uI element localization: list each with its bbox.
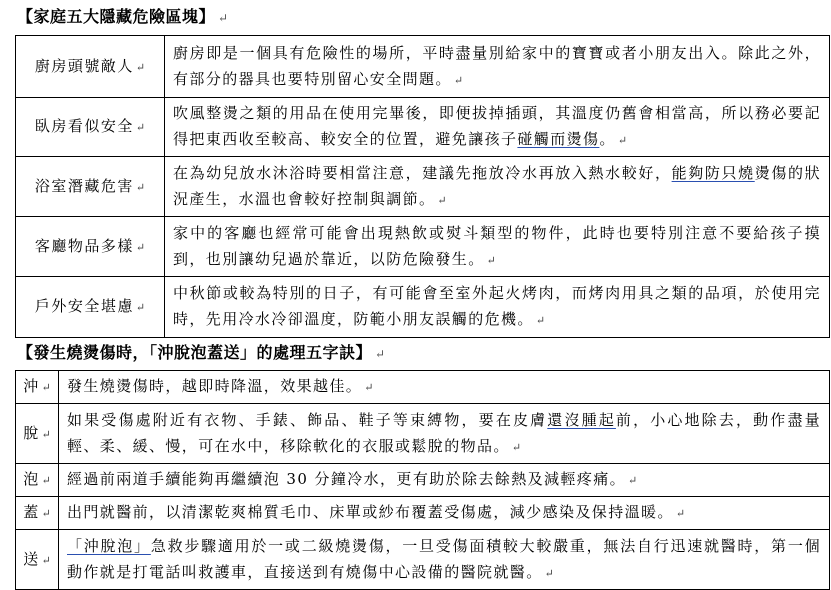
paragraph-mark-icon: ↵: [135, 60, 146, 74]
burn-first-aid-table: [15, 370, 830, 590]
table-row: [16, 530, 830, 590]
paragraph-mark-icon: ↵: [135, 240, 146, 254]
row-label: 廚房頭號敵人 ↵: [16, 36, 165, 98]
paragraph-mark-icon: ↵: [486, 253, 496, 267]
row-label: 戶外安全堪慮 ↵: [16, 277, 165, 338]
section-title-hazard-zones: 【家庭五大隱藏危險區塊】 ↵: [17, 7, 229, 26]
row-description: 如果受傷處附近有衣物、手錶、飾品、鞋子等束縛物，要在皮膚還沒腫起前，小心地除去，動作盡量輕、柔、緩、慢，可在水中，移除軟化的衣服或鬆脫的物品。 ↵: [59, 404, 830, 464]
paragraph-mark-icon: ↵: [617, 134, 628, 147]
paragraph-mark-icon: ↵: [628, 474, 638, 487]
table-row: [16, 98, 830, 157]
paragraph-mark-icon: ↵: [41, 381, 51, 394]
paragraph-mark-icon: ↵: [544, 566, 554, 580]
row-label: 蓋 ↵: [16, 497, 59, 530]
underlined-text: 能夠防只燒: [671, 163, 755, 182]
row-description: 吹風整燙之類的用品在使用完畢後，即便拔掉插頭，其溫度仍舊會相當高，所以務必要記得把東西收至較高、較安全的位置，避免讓孩子碰觸而燙傷。 ↵: [165, 98, 830, 157]
paragraph-mark-icon: ↵: [41, 553, 51, 567]
row-label: 脫 ↵: [16, 404, 59, 464]
row-label: 浴室潛藏危害 ↵: [16, 157, 165, 217]
row-label: 臥房看似安全 ↵: [16, 98, 165, 157]
paragraph-mark-icon: ↵: [135, 180, 146, 194]
section-title-burn-steps: 【發生燒燙傷時，「沖脫泡蓋送」的處理五字訣】 ↵: [17, 343, 386, 362]
paragraph-mark-icon: ↵: [135, 301, 146, 314]
row-label: 泡 ↵: [16, 464, 59, 497]
table-row: [16, 464, 830, 497]
paragraph-mark-icon: ↵: [453, 73, 464, 87]
table-row: [16, 36, 830, 98]
row-description: 中秋節或較為特別的日子，有可能會至室外起火烤肉，而烤肉用具之類的品項，於使用完時，先用冷水冷卻溫度，防範小朋友誤觸的危機。 ↵: [165, 277, 830, 338]
row-description: 「沖脫泡」急救步驟適用於一或二級燒燙傷，一旦受傷面積較大較嚴重，無法自行迅速就醫時，第一個動作就是打電話叫救護車，直接送到有燒傷中心設備的醫院就醫。 ↵: [59, 530, 830, 590]
paragraph-mark-icon: ↵: [41, 474, 51, 487]
row-description: 經過前兩道手續能夠再繼續泡 30 分鐘冷水，更有助於除去餘熱及減輕疼痛。 ↵: [59, 464, 830, 497]
paragraph-mark-icon: ↵: [675, 507, 686, 520]
paragraph-mark-icon: ↵: [41, 507, 51, 520]
row-description: 在為幼兒放水沐浴時要相當注意，建議先拖放冷水再放入熱水較好，能夠防只燒燙傷的狀況產生，水溫也會較好控制與調節。 ↵: [165, 157, 830, 217]
paragraph-mark-icon: ↵: [364, 381, 374, 394]
paragraph-mark-icon: ↵: [218, 11, 229, 25]
underlined-text: 還沒腫起: [547, 410, 616, 429]
row-label: 沖 ↵: [16, 371, 59, 404]
table-row: [16, 371, 830, 404]
row-description: 家中的客廳也經常可能會出現熱飲或熨斗類型的物件，此時也要特別注意不要給孩子摸到，也別讓幼兒過於靠近，以防危險發生。 ↵: [165, 217, 830, 277]
table-row: [16, 277, 830, 338]
table-row: [16, 497, 830, 530]
paragraph-mark-icon: ↵: [135, 121, 146, 134]
row-label: 客廳物品多樣 ↵: [16, 217, 165, 277]
paragraph-mark-icon: ↵: [535, 314, 546, 327]
paragraph-mark-icon: ↵: [511, 440, 522, 454]
row-label: 送 ↵: [16, 530, 59, 590]
hazard-zones-table: [15, 35, 830, 338]
underlined-text: 「沖脫泡」: [67, 536, 151, 555]
table-row: [16, 157, 830, 217]
underlined-text: 碰觸而燙傷: [517, 130, 600, 148]
paragraph-mark-icon: ↵: [437, 193, 447, 207]
row-description: 廚房即是一個具有危險性的場所，平時盡量別給家中的寶寶或者小朋友出入。除此之外，有部分的器具也要特別留心安全問題。 ↵: [165, 36, 830, 98]
table-row: [16, 404, 830, 464]
paragraph-mark-icon: ↵: [41, 427, 51, 441]
paragraph-mark-icon: ↵: [375, 347, 386, 361]
table-row: [16, 217, 830, 277]
row-description: 發生燒燙傷時，越即時降溫，效果越佳。 ↵: [59, 371, 830, 404]
row-description: 出門就醫前，以清潔乾爽棉質毛巾、床單或紗布覆蓋受傷處，減少感染及保持溫暖。 ↵: [59, 497, 830, 530]
